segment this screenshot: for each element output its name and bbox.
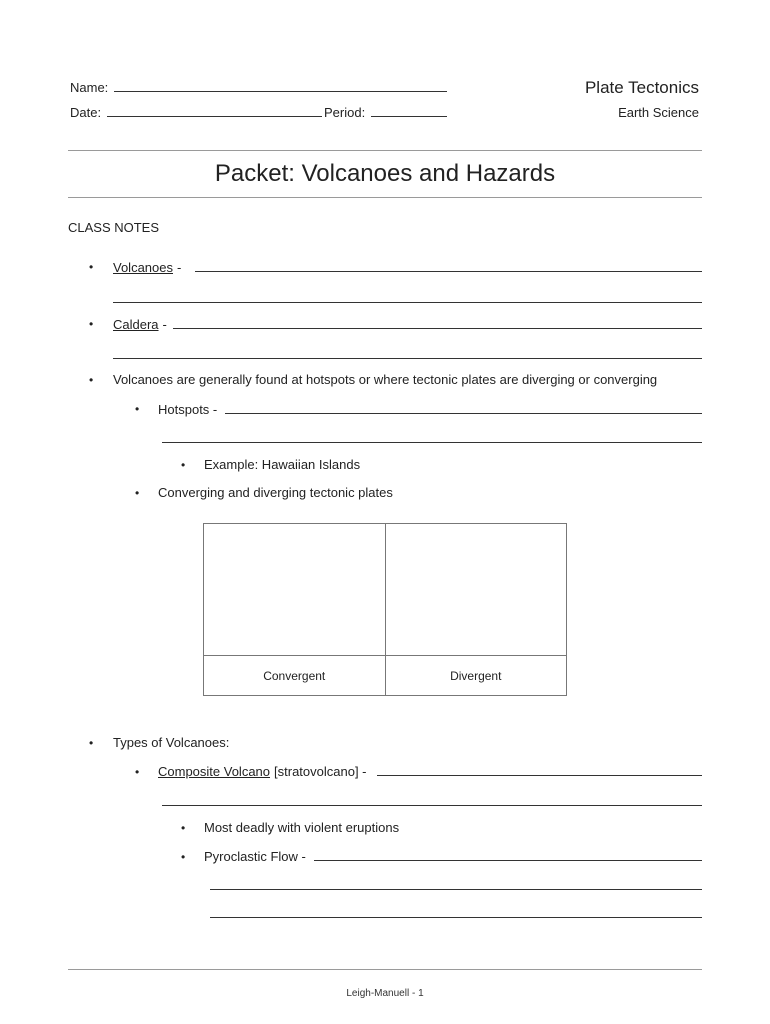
volcanoes-blank[interactable] xyxy=(195,271,702,272)
subject-title: Plate Tectonics xyxy=(584,78,699,97)
composite-item xyxy=(158,764,702,779)
bullet: • xyxy=(89,260,94,274)
caldera-term: Caldera xyxy=(113,317,159,332)
page-title: Packet: Volcanoes and Hazards xyxy=(214,160,556,187)
bullet: • xyxy=(89,736,94,750)
example-text: Example: Hawaiian Islands xyxy=(204,457,361,472)
dash: - xyxy=(162,317,167,332)
composite-suffix: [stratovolcano] - xyxy=(274,764,367,779)
name-field[interactable] xyxy=(114,91,447,92)
date-label: Date: xyxy=(70,105,102,120)
hotspots-item xyxy=(158,402,702,417)
caldera-blank-2[interactable] xyxy=(113,358,702,359)
dash: - xyxy=(177,260,182,275)
pyroclastic-blank-2[interactable] xyxy=(210,889,702,890)
footer-divider xyxy=(68,969,702,970)
bullet: • xyxy=(135,765,140,779)
pyroclastic-blank-3[interactable] xyxy=(210,917,702,918)
deadly-text: Most deadly with violent eruptions xyxy=(204,820,400,835)
composite-blank-2[interactable] xyxy=(162,805,702,806)
hotspots-blank-2[interactable] xyxy=(162,442,702,443)
pyroclastic-item xyxy=(204,849,702,864)
caldera-blank[interactable] xyxy=(173,328,702,329)
caldera-item xyxy=(113,317,702,332)
volcanoes-blank-2[interactable] xyxy=(113,302,702,303)
composite-term: Composite Volcano xyxy=(158,764,271,779)
period-field[interactable] xyxy=(371,116,447,117)
volcanoes-term: Volcanoes xyxy=(113,260,173,275)
period-label: Period: xyxy=(324,105,366,120)
period-row xyxy=(324,105,447,120)
divergent-drawing-area[interactable] xyxy=(385,524,567,656)
top-divider xyxy=(68,150,702,151)
bullet: • xyxy=(89,373,94,387)
volcanoes-item xyxy=(113,260,702,275)
convergent-label: Convergent xyxy=(204,656,386,696)
footer-page-label: Leigh-Manuell - 1 xyxy=(346,988,424,999)
section-heading: CLASS NOTES xyxy=(68,220,160,235)
bullet: • xyxy=(181,850,186,864)
hotspots-label: Hotspots - xyxy=(158,402,218,417)
plate-boundary-diagram xyxy=(203,523,567,696)
hotspots-blank[interactable] xyxy=(225,413,702,414)
volcano-locations-text: Volcanoes are generally found at hotspots or where tectonic plates are diverging or converging xyxy=(113,372,658,387)
name-row xyxy=(70,80,447,95)
bullet: • xyxy=(181,458,186,472)
date-row xyxy=(70,105,322,120)
date-field[interactable] xyxy=(107,116,322,117)
bullet: • xyxy=(135,402,140,416)
course-name: Earth Science xyxy=(618,105,699,120)
pyroclastic-blank[interactable] xyxy=(314,860,702,861)
composite-blank[interactable] xyxy=(377,775,702,776)
types-heading: Types of Volcanoes: xyxy=(113,735,230,750)
plates-text: Converging and diverging tectonic plates xyxy=(158,485,393,500)
convergent-drawing-area[interactable] xyxy=(204,524,386,656)
pyroclastic-label: Pyroclastic Flow - xyxy=(204,849,306,864)
bullet: • xyxy=(181,821,186,835)
bullet: • xyxy=(135,486,140,500)
title-divider xyxy=(68,197,702,198)
bullet: • xyxy=(89,317,94,331)
divergent-label: Divergent xyxy=(385,656,567,696)
name-label: Name: xyxy=(70,80,109,95)
